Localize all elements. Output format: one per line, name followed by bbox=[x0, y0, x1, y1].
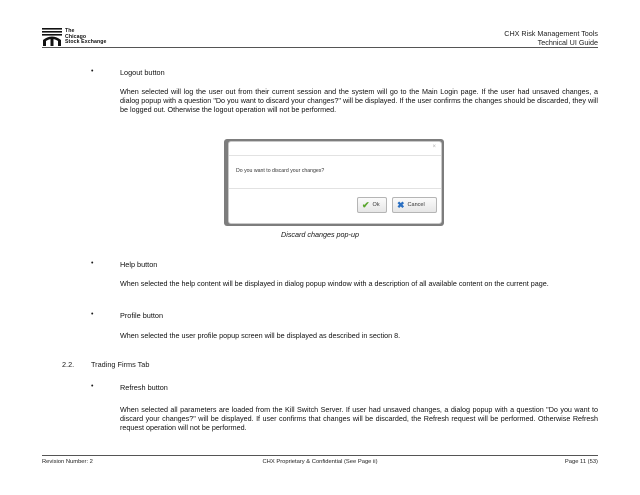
close-icon[interactable]: × bbox=[432, 144, 436, 150]
logout-heading: Logout button bbox=[120, 68, 165, 77]
section-title: Trading Firms Tab bbox=[91, 360, 150, 369]
dialog-message: Do you want to discard your changes? bbox=[236, 168, 325, 174]
header-subtitle: Technical UI Guide bbox=[537, 38, 598, 47]
profile-heading: Profile button bbox=[120, 311, 163, 320]
chx-logo bbox=[42, 27, 112, 47]
header-title: CHX Risk Management Tools bbox=[504, 29, 598, 38]
footer-divider bbox=[42, 455, 598, 456]
refresh-paragraph: When selected all parameters are loaded from the Kill Switch Server. If user had unsaved changes, a dialog popup with a question "Do you want to discard your changes?" will be displayed. If user confirms that changes will be discarded, the Refresh request will be performed. Otherwise Refresh request operation will not be performed. bbox=[120, 405, 598, 433]
figure-caption: Discard changes pop-up bbox=[281, 230, 359, 239]
footer-confidential: CHX Proprietary & Confidential (See Page ii) bbox=[262, 459, 378, 465]
help-heading: Help button bbox=[120, 260, 158, 269]
footer-page-number: Page 11 (53) bbox=[564, 459, 598, 465]
profile-paragraph: When selected the user profile popup screen will be displayed as described in section 8. bbox=[120, 331, 401, 340]
bullet: • bbox=[91, 260, 94, 267]
bullet: • bbox=[91, 68, 94, 75]
logo-line-3: Stock Exchange bbox=[65, 39, 107, 46]
logo-text bbox=[65, 29, 106, 46]
logout-paragraph: When selected will log the user out from their current session and the system will go to the Main Login page. If the user had unsaved changes, a dialog popup with a question "Do you want to discard your changes?" will be displayed. If the user confirms the changes should be discarded, they will be logged out. Otherwise the logout operation will not be performed. bbox=[120, 87, 598, 115]
cancel-button-label: Cancel bbox=[407, 202, 425, 208]
ok-button-label: Ok bbox=[372, 202, 380, 208]
cancel-button[interactable] bbox=[392, 197, 437, 213]
header-title-block bbox=[504, 29, 598, 47]
footer-revision: Revision Number: 2 bbox=[42, 459, 93, 465]
bullet: • bbox=[91, 311, 94, 318]
refresh-heading: Refresh button bbox=[120, 383, 168, 392]
dialog-divider bbox=[229, 155, 441, 156]
header-divider bbox=[42, 47, 598, 48]
logo-line-1: The bbox=[65, 28, 75, 34]
section-number: 2.2. bbox=[62, 360, 75, 369]
bullet: • bbox=[91, 383, 94, 390]
dialog-divider bbox=[229, 188, 441, 189]
chx-logo-mark-icon bbox=[42, 28, 62, 46]
help-paragraph: When selected the help content will be displayed in dialog popup window with a description of all available content on the current page. bbox=[120, 279, 549, 288]
logo-line-2: Chicago bbox=[65, 33, 87, 40]
checkmark-icon: ✔ bbox=[362, 199, 370, 210]
discard-changes-dialog bbox=[228, 141, 442, 224]
ok-button[interactable] bbox=[357, 197, 387, 213]
x-icon: ✖ bbox=[397, 199, 405, 210]
